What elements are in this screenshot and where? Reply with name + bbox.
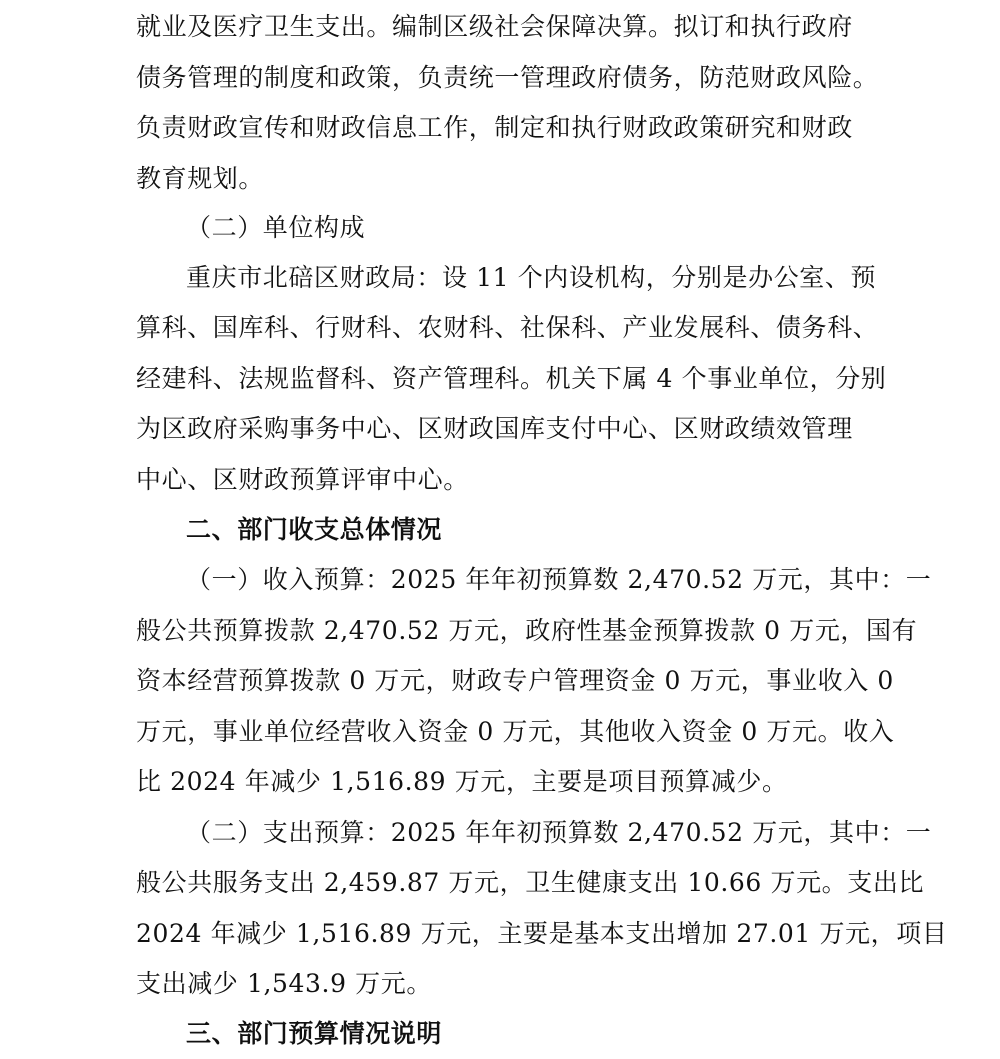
paragraph-line: （二）支出预算：2025 年年初预算数 2,470.52 万元，其中：一 xyxy=(186,818,932,847)
section-heading: 三、部门预算情况说明 xyxy=(186,1019,443,1048)
paragraph-line: 2024 年减少 1,516.89 万元，主要是基本支出增加 27.01 万元，项目 xyxy=(136,919,948,948)
paragraph-line: 重庆市北碚区财政局：设 11 个内设机构，分别是办公室、预 xyxy=(186,263,877,292)
paragraph-line: 般公共预算拨款 2,470.52 万元，政府性基金预算拨款 0 万元，国有 xyxy=(136,616,918,645)
paragraph-line: 资本经营预算拨款 0 万元，财政专户管理资金 0 万元，事业收入 0 xyxy=(136,666,894,695)
paragraph-line: 比 2024 年减少 1,516.89 万元，主要是项目预算减少。 xyxy=(136,767,788,796)
paragraph-line: 支出减少 1,543.9 万元。 xyxy=(136,969,432,998)
paragraph-line: （一）收入预算：2025 年年初预算数 2,470.52 万元，其中：一 xyxy=(186,565,932,594)
paragraph-line: 中心、区财政预算评审中心。 xyxy=(136,465,469,494)
paragraph-line: 负责财政宣传和财政信息工作，制定和执行财政政策研究和财政 xyxy=(136,113,853,142)
section-subheading: （二）单位构成 xyxy=(186,213,366,242)
paragraph-line: 万元，事业单位经营收入资金 0 万元，其他收入资金 0 万元。收入 xyxy=(136,717,895,746)
paragraph-line: 教育规划。 xyxy=(136,164,265,193)
paragraph-line: 为区政府采购事务中心、区财政国库支付中心、区财政绩效管理 xyxy=(136,414,853,443)
paragraph-line: 算科、国库科、行财科、农财科、社保科、产业发展科、债务科、 xyxy=(136,313,879,342)
paragraph-line: 经建科、法规监督科、资产管理科。机关下属 4 个事业单位，分别 xyxy=(136,364,887,393)
paragraph-line: 般公共服务支出 2,459.87 万元，卫生健康支出 10.66 万元。支出比 xyxy=(136,868,925,897)
paragraph-line: 债务管理的制度和政策，负责统一管理政府债务，防范财政风险。 xyxy=(136,63,879,92)
paragraph-line: 就业及医疗卫生支出。编制区级社会保障决算。拟订和执行政府 xyxy=(136,12,853,41)
section-heading: 二、部门收支总体情况 xyxy=(186,515,443,544)
